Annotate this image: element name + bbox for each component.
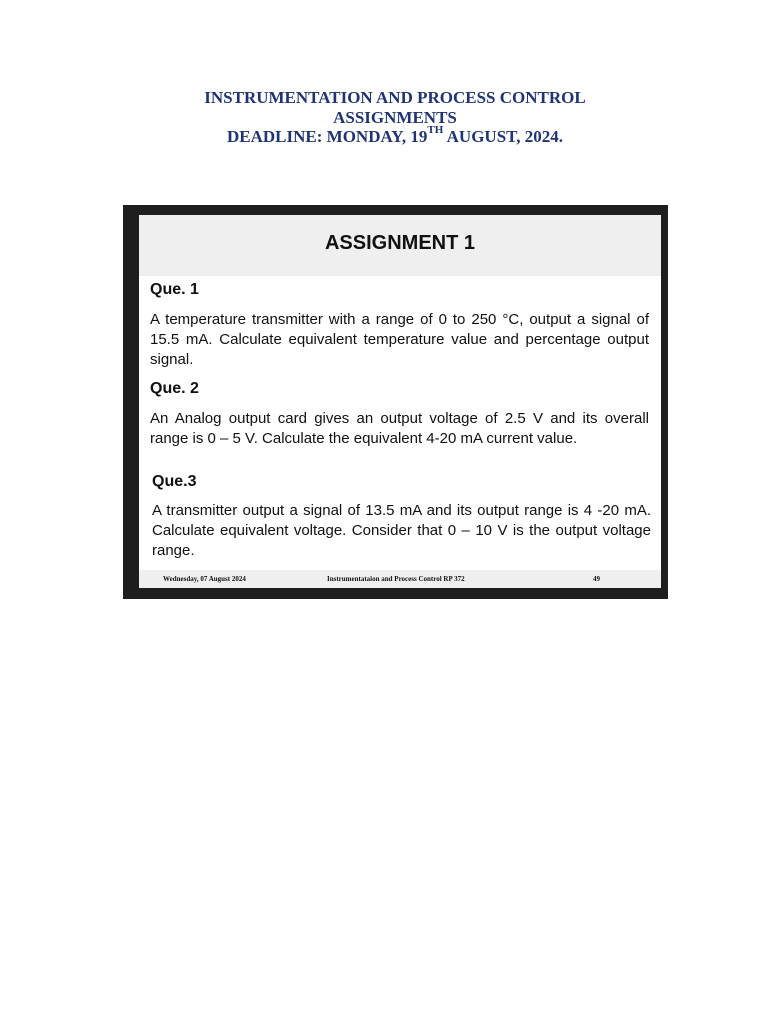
question-2-text: An Analog output card gives an output voltage of 2.5 V and its overall range is 0 – 5 V. Calculate the equivalent 4-20 mA current value. (150, 410, 649, 447)
deadline-suffix: AUGUST, 2024. (443, 127, 563, 146)
deadline-superscript: TH (427, 124, 444, 137)
footer-date: Wednesday, 07 August 2024 (163, 575, 246, 583)
slide-title: ASSIGNMENT 1 (324, 232, 476, 254)
slide-image-frame (123, 205, 668, 599)
deadline-line (0, 124, 768, 147)
slide (139, 215, 661, 588)
slide-footer (139, 570, 661, 588)
deadline-prefix: DEADLINE: MONDAY, 19 (227, 127, 428, 146)
question-1-text: A temperature transmitter with a range of 0 to 250 °C, output a signal of 15.5 mA. Calculate equivalent temperature value and percentage output signal. (150, 311, 649, 368)
question-3-heading: Que.3 (152, 473, 197, 490)
header-subtitle-line: ASSIGNMENTS (333, 107, 457, 127)
header-title-line: INSTRUMENTATION AND PROCESS CONTROL (204, 88, 586, 107)
question-3-text: A transmitter output a signal of 13.5 mA and its output range is 4 -20 mA. Calculate equivalent voltage. Consider that 0 – 10 V is the output voltage range. (152, 502, 651, 559)
footer-course: Instrumentataion and Process Control RP 372 (327, 575, 465, 583)
question-2-heading: Que. 2 (150, 380, 199, 397)
footer-page-number: 49 (593, 575, 600, 583)
document-header (0, 88, 768, 147)
slide-title-bar (139, 215, 661, 276)
question-1-heading: Que. 1 (150, 281, 199, 298)
